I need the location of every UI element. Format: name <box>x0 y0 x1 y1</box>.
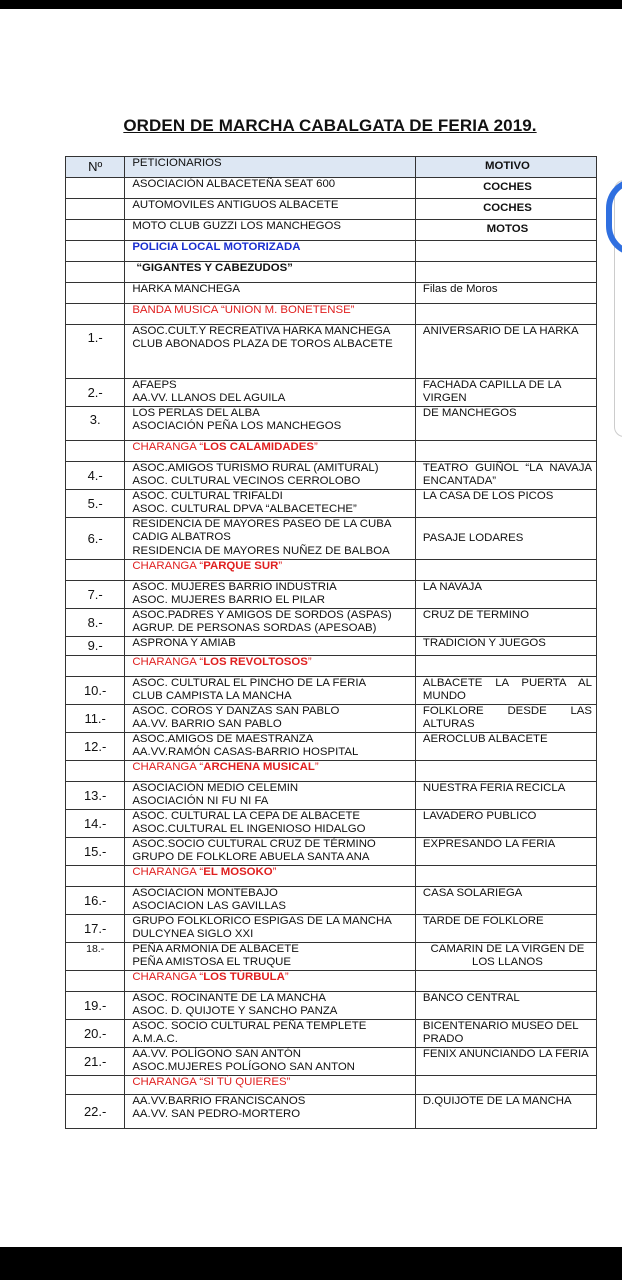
charanga-name: EL MOSOKO <box>203 866 273 878</box>
charanga-suffix: ” <box>272 866 277 878</box>
table-row <box>66 733 597 761</box>
charanga-suffix: ” <box>313 441 318 453</box>
charanga-suffix: ” <box>307 656 312 668</box>
table-row <box>66 866 597 887</box>
table-row <box>66 325 597 379</box>
row-number: 4.- <box>66 462 125 490</box>
motivo-text: CAMARIN DE LA VIRGEN DE LOS LLANOS <box>430 943 585 969</box>
peticionario-line: ASOC.AMIGOS TURISMO RURAL (AMITURAL) <box>132 462 379 474</box>
motivo-cell <box>415 992 596 1020</box>
peticionario-cell <box>125 733 416 761</box>
header-peticionarios: PETICIONARIOS <box>125 157 416 178</box>
charanga-name: PARQUE SUR <box>203 560 279 572</box>
row-number <box>66 241 125 262</box>
row-number <box>66 199 125 220</box>
motivo-text: LA NAVAJA <box>422 581 482 593</box>
row-number: 14.- <box>66 810 125 838</box>
motivo-text: PASAJE LODARES <box>422 531 524 544</box>
peticionario-cell <box>125 560 416 581</box>
peticionario-line: ASOC.PADRES Y AMIGOS DE SORDOS (ASPAS) <box>132 609 392 621</box>
charanga-prefix: CHARANGA “ <box>132 866 204 878</box>
peticionario-line: ASOCIACIÓN NI FU NI FA <box>132 795 269 808</box>
peticionario-cell <box>125 782 416 810</box>
table-row <box>66 490 597 518</box>
peticionario-cell <box>125 810 416 838</box>
motivo-text: CASA SOLARIEGA <box>422 887 523 899</box>
row-number: 16.- <box>66 887 125 915</box>
table-row <box>66 943 597 971</box>
charanga-suffix: ” <box>284 971 289 983</box>
charanga-prefix: CHARANGA “ <box>132 560 204 572</box>
peticionario-line: ASOC. SOCIO CULTURAL PEÑA TEMPLETE <box>132 1020 367 1032</box>
motivo-cell <box>415 609 596 637</box>
peticionario-cell <box>125 915 416 943</box>
row-number: 18.- <box>66 943 125 971</box>
table-row <box>66 581 597 609</box>
peticionario-line: ASOCIACIÓN ALBACETEÑA SEAT 600 <box>132 178 336 190</box>
row-number: 1.- <box>66 325 125 379</box>
table-row <box>66 810 597 838</box>
motivo-cell <box>415 838 596 866</box>
peticionario-cell <box>125 325 416 379</box>
table-row <box>66 407 597 441</box>
row-number <box>66 1076 125 1095</box>
row-number: 11.- <box>66 705 125 733</box>
charanga-prefix: CHARANGA “ <box>132 441 204 453</box>
peticionario-line: AA.VV. SAN PEDRO-MORTERO <box>132 1108 301 1121</box>
motivo-cell <box>415 887 596 915</box>
motivo-cell <box>415 943 596 971</box>
motivo-cell <box>415 407 596 441</box>
motivo-text: COCHES <box>483 202 532 215</box>
peticionario-cell <box>125 656 416 677</box>
table-row <box>66 199 597 220</box>
peticionario-line: CHARANGA “SI TÚ QUIERES” <box>132 1076 291 1088</box>
peticionario-cell <box>125 581 416 609</box>
table-row <box>66 462 597 490</box>
row-number <box>66 441 125 462</box>
motivo-cell <box>415 637 596 656</box>
peticionario-line: ASOC. CULTURAL VECINOS CERROLOBO <box>132 475 361 488</box>
peticionario-cell <box>125 992 416 1020</box>
table-row <box>66 178 597 199</box>
peticionario-line: ASOC. D. QUIJOTE Y SANCHO PANZA <box>132 1005 338 1018</box>
motivo-cell <box>415 199 596 220</box>
motivo-text: ALBACETE LA PUERTA AL MUNDO <box>422 677 592 703</box>
row-number: 5.- <box>66 490 125 518</box>
peticionario-line: AA.VV. LLANOS DEL AGUILA <box>132 392 286 405</box>
row-number <box>66 560 125 581</box>
peticionario-line: HARKA MANCHEGA <box>132 283 240 295</box>
motivo-cell <box>415 971 596 992</box>
row-number <box>66 656 125 677</box>
table-row <box>66 1020 597 1048</box>
motivo-cell <box>415 283 596 304</box>
charanga-name: LOS TÚRBULA <box>203 971 285 983</box>
peticionario-line: GRUPO DE FOLKLORE ABUELA SANTA ANA <box>132 851 370 864</box>
charanga-suffix: ” <box>278 560 283 572</box>
motivo-cell <box>415 1048 596 1076</box>
motivo-text: FOLKLORE DESDE LAS ALTURAS <box>422 705 592 731</box>
table-row <box>66 992 597 1020</box>
motivo-text: Filas de Moros <box>422 283 498 295</box>
peticionario-line: ASOC. CULTURAL LA CEPA DE ALBACETE <box>132 810 361 822</box>
peticionario-line: AA.VV. POLÍGONO SAN ANTÓN <box>132 1048 301 1060</box>
motivo-cell <box>415 518 596 560</box>
motivo-text: MOTOS <box>486 223 529 236</box>
peticionario-cell <box>125 609 416 637</box>
row-number: 17.- <box>66 915 125 943</box>
row-number: 13.- <box>66 782 125 810</box>
motivo-text: FENIX ANUNCIANDO LA FERIA <box>422 1048 589 1060</box>
motivo-cell <box>415 761 596 782</box>
row-number: 12.- <box>66 733 125 761</box>
peticionario-cell <box>125 943 416 971</box>
table-row <box>66 656 597 677</box>
motivo-cell <box>415 705 596 733</box>
row-number <box>66 178 125 199</box>
peticionario-line: “GIGANTES Y CABEZUDOS” <box>136 262 293 274</box>
peticionario-line: ASOCIACIÓN PEÑA LOS MANCHEGOS <box>132 420 342 433</box>
motivo-text: CRUZ DE TERMINO <box>422 609 529 621</box>
peticionario-line: CLUB ABONADOS PLAZA DE TOROS ALBACETE <box>132 338 393 351</box>
header-num: Nº <box>66 157 125 178</box>
motivo-cell <box>415 560 596 581</box>
motivo-cell <box>415 1020 596 1048</box>
table-row <box>66 1048 597 1076</box>
row-number: 9.- <box>66 637 125 656</box>
motivo-cell <box>415 490 596 518</box>
table-row <box>66 283 597 304</box>
peticionario-cell <box>125 241 416 262</box>
motivo-text: TEATRO GUIÑOL “LA NAVAJA ENCANTADA” <box>422 462 592 488</box>
peticionario-line: ASOCIACION MONTEBAJO <box>132 887 278 899</box>
row-number: 19.- <box>66 992 125 1020</box>
peticionario-line: ASOC. MUJERES BARRIO EL PILAR <box>132 594 325 607</box>
charanga-name: ARCHENA MUSICAL <box>203 761 315 773</box>
peticionario-cell <box>125 283 416 304</box>
table-row <box>66 379 597 407</box>
charanga-prefix: CHARANGA “ <box>132 761 204 773</box>
peticionario-line: DULCYNEA SIGLO XXI <box>132 928 254 941</box>
motivo-text: TARDE DE FOLKLORE <box>422 915 544 927</box>
peticionario-line: ASOCIACIÓN MEDIO CELEMIN <box>132 782 299 794</box>
row-number <box>66 283 125 304</box>
peticionario-line: ASPRONA Y AMIAB <box>132 637 236 649</box>
peticionario-line: ASOC.MUJERES POLÍGONO SAN ANTON <box>132 1061 355 1074</box>
row-number <box>66 971 125 992</box>
peticionario-line: GRUPO FOLKLORICO ESPIGAS DE LA MANCHA <box>132 915 392 927</box>
motivo-text: LA CASA DE LOS PICOS <box>422 490 554 502</box>
motivo-cell <box>415 379 596 407</box>
motivo-text: COCHES <box>483 181 532 194</box>
peticionario-cell <box>125 379 416 407</box>
motivo-cell <box>415 810 596 838</box>
motivo-text: BICENTENARIO MUSEO DEL PRADO <box>422 1020 579 1046</box>
table-row <box>66 1095 597 1129</box>
navigation-bar <box>0 1247 622 1280</box>
motivo-cell <box>415 866 596 887</box>
peticionario-line: ASOC. CULTURAL EL PINCHO DE LA FERIA <box>132 677 367 689</box>
motivo-cell <box>415 241 596 262</box>
peticionario-line: BANDA MUSICA “UNION M. BONETENSE” <box>132 304 355 316</box>
row-number: 6.- <box>66 518 125 560</box>
peticionario-line: AA.VV.BARRIO FRANCISCANOS <box>132 1095 306 1107</box>
motivo-cell <box>415 178 596 199</box>
motivo-cell <box>415 325 596 379</box>
table-row <box>66 705 597 733</box>
peticionario-cell <box>125 887 416 915</box>
table-row <box>66 761 597 782</box>
peticionario-line: AA.VV.RAMÓN CASAS-BARRIO HOSPITAL <box>132 746 359 759</box>
motivo-cell <box>415 220 596 241</box>
peticionario-line: ASOC.SOCIO CULTURAL CRUZ DE TÉRMINO <box>132 838 376 850</box>
row-number: 2.- <box>66 379 125 407</box>
peticionario-cell <box>125 705 416 733</box>
motivo-text: D.QUIJOTE DE LA MANCHA <box>422 1095 572 1107</box>
peticionario-cell <box>125 1048 416 1076</box>
floating-edge-button[interactable] <box>606 178 622 256</box>
peticionario-cell <box>125 262 416 283</box>
peticionario-line: AFAEPS <box>132 379 177 391</box>
motivo-text: ANIVERSARIO DE LA HARKA <box>422 325 579 337</box>
charanga-prefix: CHARANGA “ <box>132 971 204 983</box>
table-row <box>66 971 597 992</box>
peticionario-cell <box>125 761 416 782</box>
table-row <box>66 304 597 325</box>
motivo-cell <box>415 581 596 609</box>
table-row <box>66 838 597 866</box>
peticionario-cell <box>125 220 416 241</box>
charanga-suffix: ” <box>314 761 319 773</box>
peticionario-line: A.M.A.C. <box>132 1033 178 1046</box>
motivo-text: NUESTRA FERIA RECICLA <box>422 782 566 794</box>
peticionario-cell <box>125 407 416 441</box>
peticionario-line: ASOC. COROS Y DANZAS SAN PABLO <box>132 705 340 717</box>
peticionario-line: POLICIA LOCAL MOTORIZADA <box>132 241 301 253</box>
peticionario-line: ASOC.AMIGOS DE MAESTRANZA <box>132 733 314 745</box>
peticionario-cell <box>125 1076 416 1095</box>
peticionario-cell <box>125 677 416 705</box>
motivo-text: LAVADERO PUBLICO <box>422 810 537 822</box>
row-number: 8.- <box>66 609 125 637</box>
peticionario-cell <box>125 838 416 866</box>
table-row <box>66 518 597 560</box>
table-row <box>66 1076 597 1095</box>
peticionario-line: AUTOMOVILES ANTIGUOS ALBACETE <box>132 199 339 211</box>
peticionario-line: CLUB CAMPISTA LA MANCHA <box>132 690 292 703</box>
row-number <box>66 262 125 283</box>
document-title: ORDEN DE MARCHA CABALGATA DE FERIA 2019. <box>123 116 537 135</box>
peticionario-cell <box>125 462 416 490</box>
charanga-name: LOS CALAMIDADES <box>203 441 314 453</box>
peticionario-line: ASOC. ROCINANTE DE LA MANCHA <box>132 992 327 1004</box>
table-row <box>66 220 597 241</box>
table-row <box>66 441 597 462</box>
row-number: 10.- <box>66 677 125 705</box>
peticionario-line: PEÑA ARMONIA DE ALBACETE <box>132 943 299 955</box>
peticionario-line: RESIDENCIA DE MAYORES NUÑEZ DE BALBOA <box>132 544 390 557</box>
row-number <box>66 304 125 325</box>
peticionario-cell <box>125 490 416 518</box>
table-row <box>66 782 597 810</box>
peticionario-cell <box>125 1020 416 1048</box>
peticionario-line: ASOC.CULT.Y RECREATIVA HARKA MANCHEGA <box>132 325 391 337</box>
header-motivo: MOTIVO <box>415 157 596 178</box>
motivo-cell <box>415 1095 596 1129</box>
peticionario-cell <box>125 178 416 199</box>
peticionario-cell <box>125 971 416 992</box>
table-row <box>66 677 597 705</box>
peticionario-line: ASOC. CULTURAL TRIFALDI <box>132 490 283 502</box>
peticionario-cell <box>125 637 416 656</box>
peticionario-line: ASOCIACION LAS GAVILLAS <box>132 900 286 913</box>
charanga-name: LOS REVOLTOSOS <box>203 656 308 668</box>
motivo-cell <box>415 782 596 810</box>
row-number <box>66 220 125 241</box>
row-number: 7.- <box>66 581 125 609</box>
charanga-prefix: CHARANGA “ <box>132 656 204 668</box>
peticionario-line: RESIDENCIA DE MAYORES PASEO DE LA CUBA <box>132 518 392 530</box>
peticionario-line: AA.VV. BARRIO SAN PABLO <box>132 718 282 731</box>
motivo-text: EXPRESANDO LA FERIA <box>422 838 556 850</box>
motivo-cell <box>415 656 596 677</box>
peticionario-cell <box>125 1095 416 1129</box>
motivo-cell <box>415 304 596 325</box>
table-row <box>66 609 597 637</box>
table-row <box>66 262 597 283</box>
peticionario-line: ASOC.CULTURAL EL INGENIOSO HIDALGO <box>132 823 366 836</box>
peticionario-cell <box>125 441 416 462</box>
peticionario-line: ASOC. CULTURAL DPVA “ALBACETECHE” <box>132 503 357 516</box>
row-number <box>66 866 125 887</box>
table-row <box>66 241 597 262</box>
table-row <box>66 887 597 915</box>
motivo-text: TRADICION Y JUEGOS <box>422 637 546 649</box>
peticionario-line: ASOC. MUJERES BARRIO INDUSTRIA <box>132 581 337 593</box>
table-row <box>66 915 597 943</box>
table-row <box>66 560 597 581</box>
motivo-text: FACHADA CAPILLA DE LA VIRGEN <box>422 379 561 405</box>
table-row <box>66 637 597 656</box>
motivo-cell <box>415 462 596 490</box>
motivo-text: BANCO CENTRAL <box>422 992 520 1004</box>
row-number: 3. <box>66 407 125 441</box>
parade-order-table <box>65 156 597 1129</box>
row-number: 20.- <box>66 1020 125 1048</box>
motivo-text: AEROCLUB ALBACETE <box>422 733 548 745</box>
table-header-row <box>66 157 597 178</box>
peticionario-line: MOTO CLUB GUZZI LOS MANCHEGOS <box>132 220 341 232</box>
peticionario-cell <box>125 518 416 560</box>
motivo-cell <box>415 677 596 705</box>
row-number: 21.- <box>66 1048 125 1076</box>
peticionario-line: PEÑA AMISTOSA EL TRUQUE <box>132 956 292 969</box>
peticionario-line: CADIG ALBATROS <box>132 531 231 544</box>
motivo-cell <box>415 1076 596 1095</box>
peticionario-cell <box>125 199 416 220</box>
peticionario-line: LOS PERLAS DEL ALBA <box>132 407 260 419</box>
peticionario-cell <box>125 304 416 325</box>
row-number: 15.- <box>66 838 125 866</box>
row-number <box>66 761 125 782</box>
motivo-text: DE MANCHEGOS <box>422 407 517 419</box>
motivo-cell <box>415 915 596 943</box>
motivo-cell <box>415 733 596 761</box>
motivo-cell <box>415 262 596 283</box>
motivo-cell <box>415 441 596 462</box>
status-bar <box>0 0 622 9</box>
row-number: 22.- <box>66 1095 125 1129</box>
peticionario-cell <box>125 866 416 887</box>
peticionario-line: AGRUP. DE PERSONAS SORDAS (APESOAB) <box>132 622 377 635</box>
